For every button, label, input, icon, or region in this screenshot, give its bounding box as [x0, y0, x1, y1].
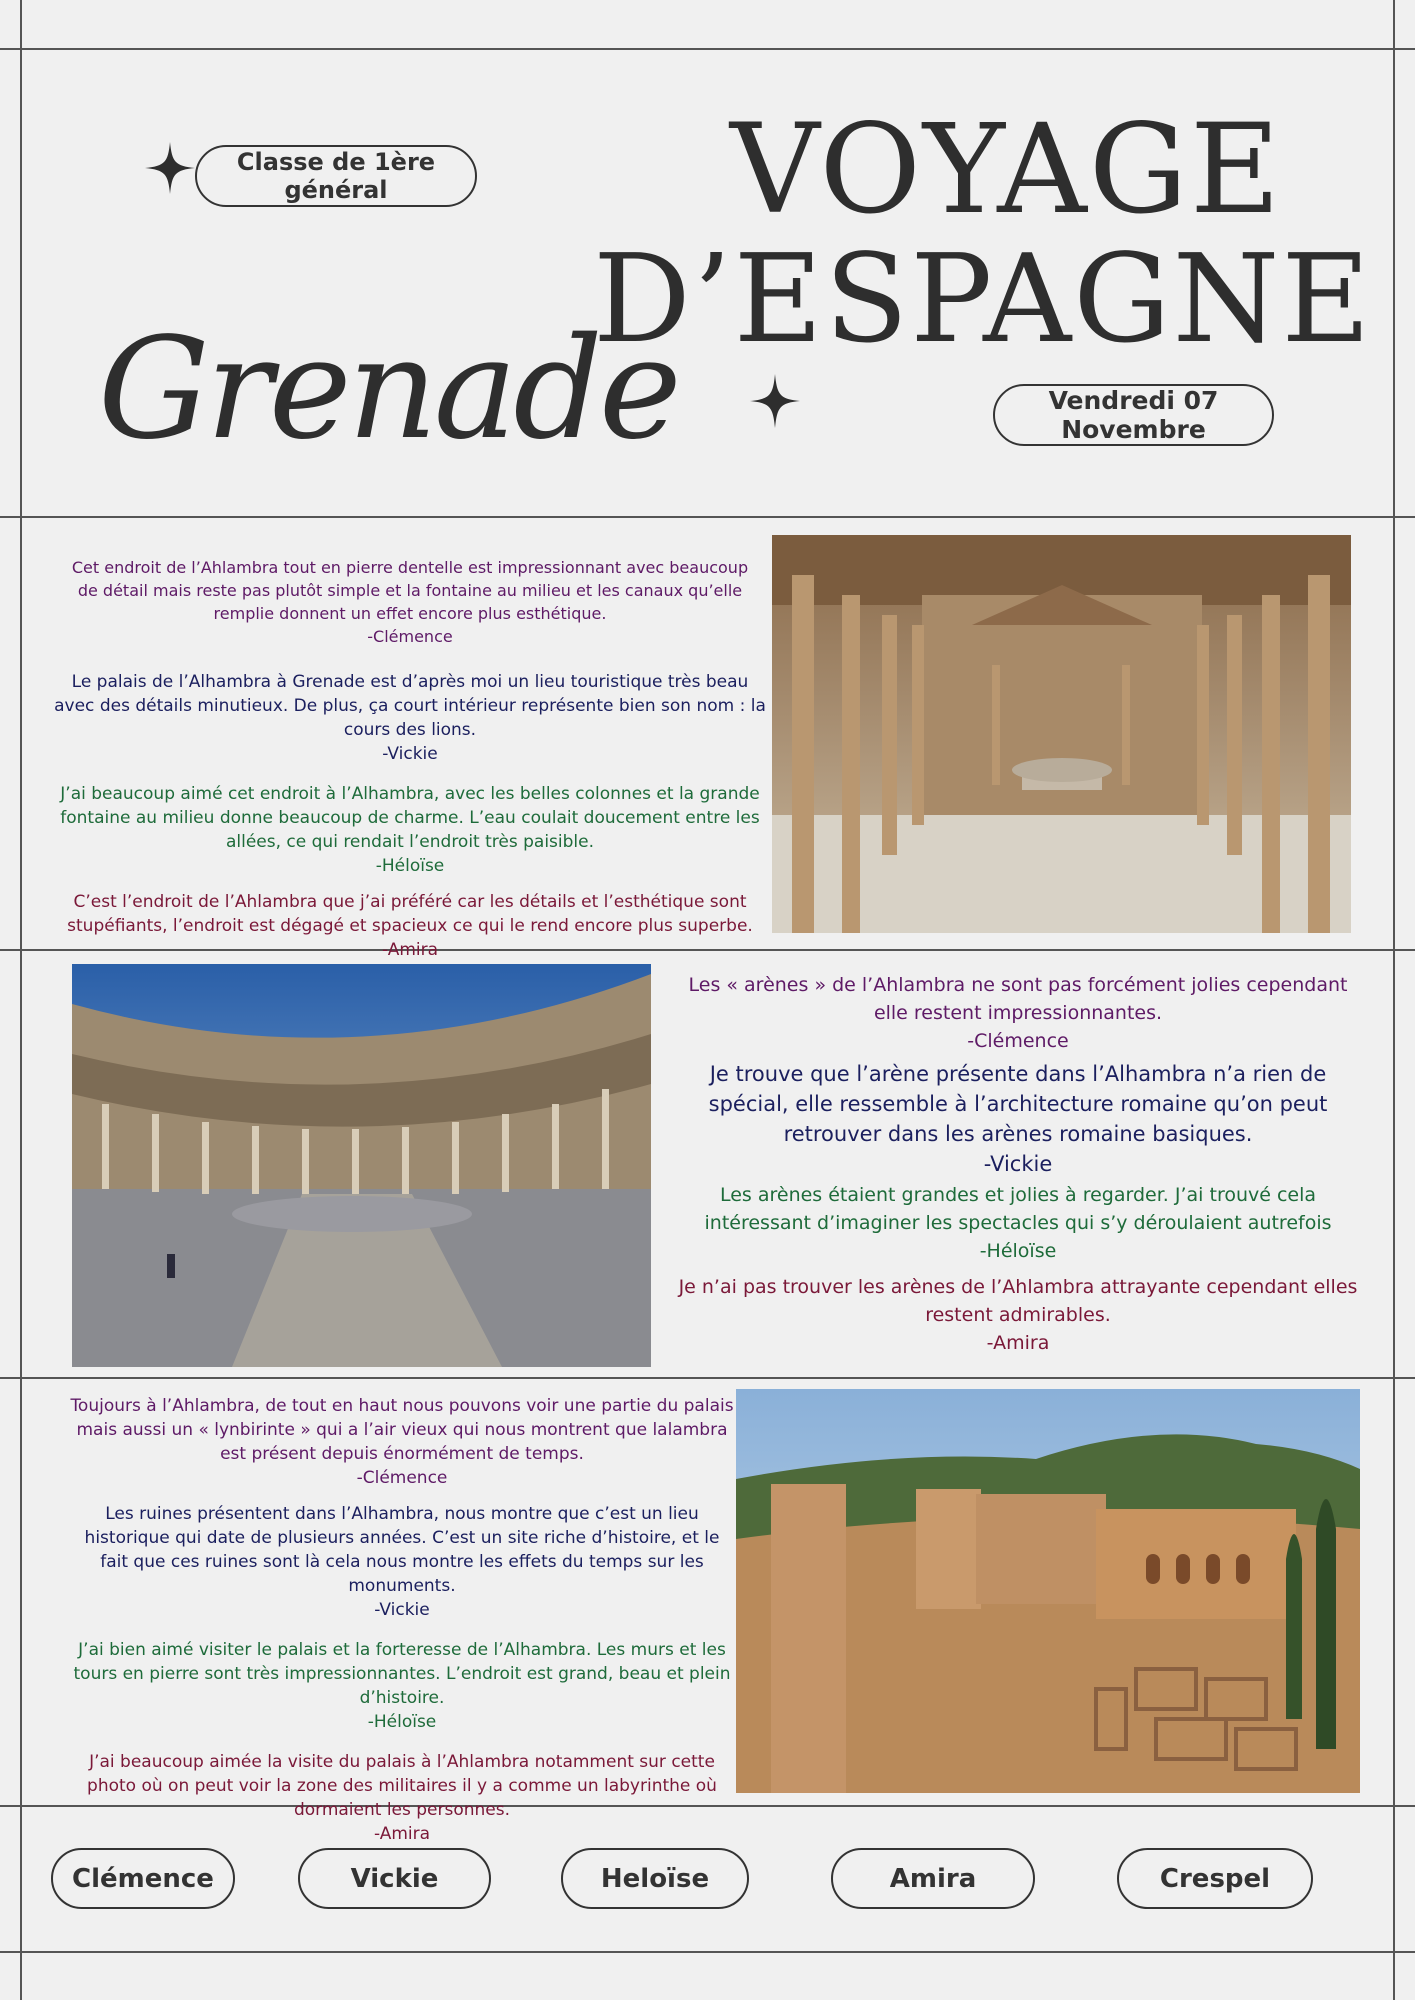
comment-author: -Amira — [373, 1824, 431, 1844]
comment-author: -Vickie — [374, 1600, 430, 1620]
date-badge — [993, 384, 1274, 446]
comment-author: -Clémence — [967, 1030, 1069, 1052]
name-label: Amira — [889, 1863, 977, 1894]
comment-text: J’ai beaucoup aimée la visite du palais à l’Ahlambra notamment sur cette photo où on peut voir la zone des militaires il y a comme un labyrinthe où dormaient les personnes. — [87, 1752, 717, 1820]
alcazaba-photo — [736, 1389, 1360, 1793]
section1-comments — [50, 556, 770, 962]
comment-vickie — [50, 670, 770, 766]
name-badge-heloise — [561, 1848, 749, 1909]
name-badge-clemence — [51, 1848, 235, 1909]
comment-author: -Clémence — [356, 1468, 448, 1488]
divider-header — [0, 516, 1415, 518]
name-label: Crespel — [1159, 1863, 1271, 1894]
name-label: Clémence — [72, 1863, 214, 1894]
comment-author: -Amira — [986, 1332, 1050, 1354]
comment-text: Cet endroit de l’Ahlambra tout en pierre dentelle est impressionnant avec beaucoup de détail mais reste pas plutôt simple et la fontaine au milieu et les canaux qu’elle remplie donnent un effet encore plus esthétique. — [71, 558, 749, 623]
divider-bottom — [0, 1951, 1415, 1953]
comment-heloise — [668, 1181, 1368, 1265]
section2-comments — [668, 971, 1368, 1357]
sparkle-star-icon — [145, 142, 195, 198]
comment-amira — [50, 890, 770, 962]
comment-text: Je trouve que l’arène présente dans l’Alhambra n’a rien de spécial, elle ressemble à l’architecture romaine qu’on peut retrouver dans les arènes romaine basiques. — [708, 1062, 1328, 1146]
comment-heloise — [50, 782, 770, 878]
comment-author: -Clémence — [367, 627, 453, 646]
comment-text: Les arènes étaient grandes et jolies à regarder. J’ai trouvé cela intéressant d’imaginer les spectacles qui s’y déroulaient autrefois — [704, 1184, 1332, 1234]
divider-top — [0, 48, 1415, 50]
comment-clemence — [62, 1394, 742, 1490]
date-line1: Vendredi 07 — [1048, 386, 1219, 415]
date-line2: Novembre — [1061, 415, 1206, 444]
class-badge — [195, 145, 477, 207]
comment-clemence — [50, 556, 770, 648]
comment-clemence — [668, 971, 1368, 1055]
cour-des-lions-photo — [772, 535, 1351, 933]
comment-text: C’est l’endroit de l’Ahlambra que j’ai préféré car les détails et l’esthétique sont stupéfiants, l’endroit est dégagé et spacieux ce qui le rend encore plus superbe. — [67, 892, 753, 936]
comment-amira — [668, 1273, 1368, 1357]
comment-text: Le palais de l’Alhambra à Grenade est d’après moi un lieu touristique très beau avec des détails minutieux. De plus, ça court intérieur représente bien son nom : la cours des lions. — [54, 672, 766, 740]
comment-text: Toujours à l’Ahlambra, de tout en haut nous pouvons voir une partie du palais mais aussi un « lynbirinte » qui a l’air vieux qui nous montrent que lalambra est présent depuis énormément de temps. — [70, 1396, 734, 1464]
page-title-line2: D’ESPAGNE — [593, 228, 1373, 370]
comment-author: -Héloïse — [375, 856, 445, 876]
comment-text: Les ruines présentent dans l’Alhambra, nous montre que c’est un lieu historique qui date de plusieurs années. C’est un site riche d’histoire, et le fait que ces ruines sont là cela nous montre les effets du temps sur les monuments. — [84, 1504, 720, 1596]
comment-heloise — [62, 1638, 742, 1734]
comment-author: -Amira — [381, 940, 439, 960]
comment-author: -Vickie — [382, 744, 438, 764]
comment-text: J’ai beaucoup aimé cet endroit à l’Alhambra, avec les belles colonnes et la grande fontaine au milieu donne beaucoup de charme. L’eau coulait doucement entre les allées, ce qui rendait l’endroit très paisible. — [60, 784, 760, 852]
city-title: Grenade — [98, 308, 678, 471]
comment-text: Je n’ai pas trouver les arènes de l’Ahlambra attrayante cependant elles restent admirables. — [678, 1276, 1358, 1326]
comment-author: -Vickie — [983, 1152, 1053, 1176]
divider-section2 — [0, 1377, 1415, 1379]
class-label-line1: Classe de 1ère — [236, 148, 436, 176]
name-badge-amira — [831, 1848, 1035, 1909]
section3-comments — [62, 1394, 742, 1846]
comment-text: J’ai bien aimé visiter le palais et la forteresse de l’Alhambra. Les murs et les tours en pierre sont très impressionnantes. L’endroit est grand, beau et plein d’histoire. — [73, 1640, 731, 1708]
comment-author: -Héloïse — [367, 1712, 437, 1732]
page-title-line1: VOYAGE — [730, 98, 1283, 242]
sparkle-star-icon — [750, 374, 800, 432]
comment-vickie — [62, 1502, 742, 1622]
frame-left — [20, 0, 22, 2000]
name-label: Heloïse — [600, 1863, 710, 1894]
class-label-line2: général — [284, 176, 388, 204]
name-label: Vickie — [350, 1863, 439, 1894]
name-badge-vickie — [298, 1848, 491, 1909]
comment-author: -Héloïse — [979, 1240, 1057, 1262]
comment-amira — [62, 1750, 742, 1846]
frame-right — [1393, 0, 1395, 2000]
name-badge-crespel — [1117, 1848, 1313, 1909]
comment-text: Les « arènes » de l’Ahlambra ne sont pas forcément jolies cependant elle restent impressionnantes. — [688, 974, 1348, 1024]
arenes-photo — [72, 964, 651, 1367]
comment-vickie — [668, 1059, 1368, 1179]
